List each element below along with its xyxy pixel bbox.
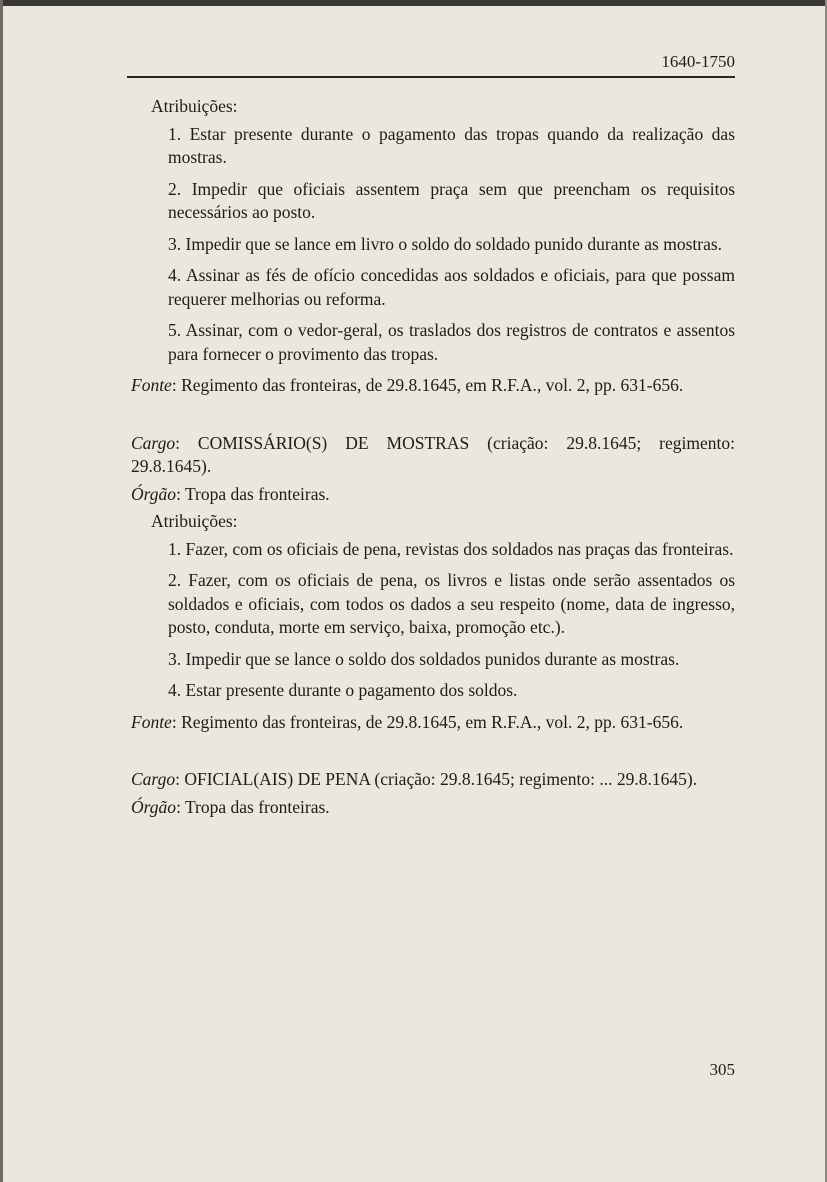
item-number: 3.	[168, 648, 182, 669]
page-number: 305	[709, 1060, 735, 1079]
orgao-label: Órgão	[131, 483, 177, 504]
spacer	[131, 734, 735, 768]
item-number: 2.	[168, 570, 182, 590]
item-number: 1.	[168, 538, 182, 559]
cargo-entry	[131, 768, 735, 792]
cargo-label: Cargo	[131, 432, 176, 453]
fonte-text: : Regimento das fronteiras, de 29.8.1645, em R.F.A., vol. 2, pp. 631-656.	[171, 375, 684, 395]
list-item	[168, 319, 735, 366]
fonte-text: : Regimento das fronteiras, de 29.8.1645, em R.F.A., vol. 2, pp. 631-656.	[171, 711, 684, 732]
item-text: Fazer, com os oficiais de pena, os livros e listas onde serão assentados os soldados e oficiais, com todos os dados a seu respeito (nome, data de ingresso, posto, conduta, morte em serviço, baixa, promoção etc.).	[168, 570, 736, 637]
item-number: 4.	[168, 265, 182, 285]
item-text: Impedir que se lance em livro o soldo do soldado punido durante as mostras.	[185, 233, 723, 254]
orgao-text: : Tropa das fronteiras.	[176, 483, 330, 504]
page-content	[131, 95, 735, 823]
cargo-text: : OFICIAL(AIS) DE PENA (criação: 29.8.1645; regimento: ... 29.8.1645).	[175, 769, 698, 789]
list-item	[168, 569, 735, 640]
list-item	[168, 233, 735, 257]
item-text: Fazer, com os oficiais de pena, revistas dos soldados nas praças das fronteiras.	[185, 538, 734, 559]
scan-left-border	[0, 0, 3, 1182]
source-citation	[131, 711, 735, 735]
orgao-label: Órgão	[131, 796, 177, 817]
page-header-range: 1640-1750	[661, 52, 735, 71]
item-number: 3.	[168, 233, 182, 254]
fonte-label: Fonte	[131, 375, 172, 395]
cargo-text: : COMISSÁRIO(S) DE MOSTRAS (criação: 29.8.1645; regimento: 29.8.1645).	[131, 432, 735, 476]
item-number: 2.	[168, 178, 182, 199]
list-item	[168, 679, 735, 703]
orgao-entry	[131, 796, 735, 820]
atribuicoes-label: Atribuições:	[151, 511, 238, 531]
fonte-label: Fonte	[131, 711, 172, 732]
list-item	[168, 538, 735, 562]
atribuicoes-label: Atribuições:	[151, 96, 238, 116]
item-text: Assinar as fés de ofício concedidas aos soldados e oficiais, para que possam requerer melhorias ou reforma.	[168, 265, 735, 309]
orgao-entry	[131, 483, 735, 507]
list-item	[168, 264, 735, 311]
list-item	[168, 648, 735, 672]
item-number: 1.	[168, 123, 182, 144]
scan-top-border	[0, 0, 827, 6]
cargo-label: Cargo	[131, 769, 176, 789]
cargo-entry	[131, 432, 735, 479]
header-rule	[127, 76, 735, 78]
list-item	[168, 178, 735, 225]
list-item	[168, 123, 735, 170]
item-text: Estar presente durante o pagamento dos soldos.	[185, 680, 518, 700]
spacer	[131, 398, 735, 432]
source-citation	[131, 374, 735, 398]
item-text: Estar presente durante o pagamento das tropas quando da realização das mostras.	[168, 123, 736, 167]
orgao-text: : Tropa das fronteiras.	[176, 796, 330, 817]
item-text: Impedir que oficiais assentem praça sem que preencham os requisitos necessários ao posto.	[168, 178, 736, 222]
item-text: Assinar, com o vedor-geral, os traslados dos registros de contratos e assentos para fornecer o provimento das tropas.	[168, 320, 736, 364]
item-text: Impedir que se lance o soldo dos soldados punidos durante as mostras.	[185, 648, 680, 669]
item-number: 4.	[168, 680, 182, 700]
item-number: 5.	[168, 320, 182, 340]
